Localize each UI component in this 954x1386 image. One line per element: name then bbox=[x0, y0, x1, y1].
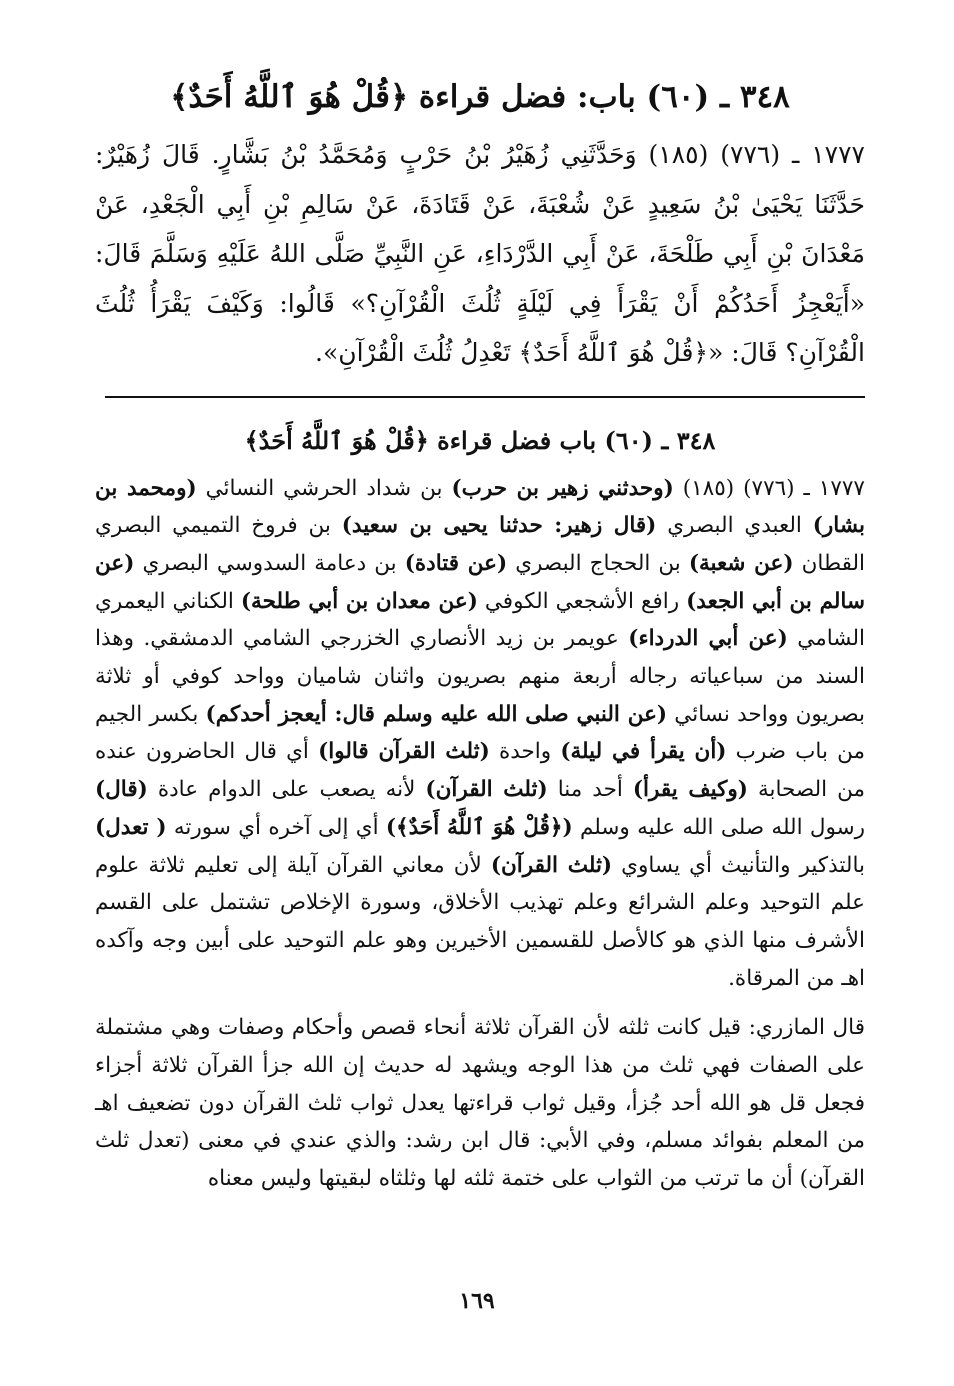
text-run: لأنه يصعب على الدوام عادة bbox=[147, 777, 426, 803]
quoted-text: (عن شعبة) bbox=[688, 550, 794, 576]
text-run: رافع الأشجعي الكوفي bbox=[477, 588, 687, 614]
quoted-text: (ومحمد بن بشار) bbox=[95, 475, 865, 539]
text-run: العبدي البصري bbox=[656, 513, 813, 539]
quoted-text: (عن قتادة) bbox=[404, 550, 508, 576]
quoted-text: (وكيف يقرأ) bbox=[632, 777, 748, 803]
commentary-paragraph-1 bbox=[95, 470, 865, 998]
text-run: بن دعامة السدوسي البصري bbox=[134, 550, 405, 576]
quoted-text: (عن أبي الدرداء) bbox=[628, 626, 788, 652]
quoted-text: (ثلث القرآن) bbox=[425, 777, 548, 803]
text-run: بالتذكير والتأنيث أي يساوي bbox=[612, 852, 865, 878]
text-run: ١٧٧٧ ـ (٧٧٦) (١٨٥) bbox=[673, 475, 865, 501]
commentary-chapter-title: ٣٤٨ ـ (٦٠) باب فضل قراءة ﴿قُلْ هُوَ ٱللَّهُ أَحَدٌ﴾ bbox=[244, 425, 716, 455]
quoted-text: (عن معدان بن أبي طلحة) bbox=[240, 588, 478, 614]
quoted-text: (ثلث القرآن قالوا) bbox=[318, 739, 490, 765]
hadith-text: ١٧٧٧ ـ (٧٧٦) (١٨٥) وَحَدَّثَنِي زُهَيْرُ بْنُ حَرْبٍ وَمُحَمَّدُ بْنُ بَشَّارٍ. قَالَ زُهَيْرٌ: حَدَّثَنَا يَحْيَىٰ بْنُ سَعِيدٍ عَنْ شُعْبَةَ، عَنْ قَتَادَةَ، عَنْ سَالِمِ بْنِ أَبِي الْجَعْدِ، عَنْ مَعْدَانَ بْنِ أَبِي طَلْحَةَ، عَنْ أَبِي الدَّرْدَاءِ، عَنِ النَّبِيِّ صَلَّى اللهُ عَلَيْهِ وَسَلَّمَ قَالَ: «أَيَعْجِزُ أَحَدُكُمْ أَنْ يَقْرَأَ فِي لَيْلَةٍ ثُلُثَ الْقُرْآنِ؟» قَالُوا: وَكَيْفَ يَقْرَأُ ثُلُثَ الْقُرْآنِ؟ قَالَ: «﴿قُلْ هُوَ ٱللَّهُ أَحَدٌ﴾ تَعْدِلُ ثُلُثَ الْقُرْآنِ». bbox=[95, 140, 865, 367]
text-run: عويمر بن زيد الأنصاري الخزرجي الشامي الدمشقي. وهذا السند من سباعياته رجاله أربعة منهم بصريون واثنان شاميان وواحد كوفي أو ثلاثة بصريون وواحد نسائي bbox=[95, 626, 866, 727]
quoted-text: (عن النبي صلى الله عليه وسلم قال: أيعجز أحدكم) bbox=[205, 701, 668, 727]
quoted-text: (﴿قُلْ هُوَ ٱللَّهُ أَحَدٌ﴾) bbox=[385, 814, 573, 840]
text-run: بكسر الجيم من باب ضرب bbox=[95, 701, 866, 765]
text-run: لأن معاني القرآن آيلة إلى تعليم ثلاثة علوم علم التوحيد وعلم الشرائع وعلم تهذيب الأخلاق، وسورة الإخلاص تشتمل على القسم الأشرف منها الذي هو كالأصل للقسمين الأخيرين وهو علم التوحيد على أبين وجه وآكده اهـ من المرقاة. bbox=[95, 852, 865, 991]
page-number: ١٦٩ bbox=[459, 1288, 495, 1314]
quoted-text: (قال) bbox=[95, 777, 148, 803]
text-run: الكناني اليعمري الشامي bbox=[95, 588, 865, 652]
text-run: بن الحجاج البصري bbox=[507, 550, 689, 576]
section-divider bbox=[105, 396, 865, 398]
text-run: رسول الله صلى الله عليه وسلم bbox=[572, 814, 866, 840]
quoted-text: (أن يقرأ في ليلة) bbox=[560, 739, 727, 765]
text-run: بن فروخ التميمي البصري القطان bbox=[95, 513, 865, 576]
page-body bbox=[95, 70, 865, 1198]
chapter-title: ٣٤٨ ـ (٦٠) باب: فضل قراءة ﴿قُلْ هُوَ ٱللَّهُ أَحَدٌ﴾ bbox=[170, 79, 790, 115]
text-run: بن شداد الحرشي النسائي bbox=[196, 475, 452, 501]
text-run: أحد منا bbox=[547, 777, 633, 803]
text-run: أي قال الحاضرون عنده من الصحابة bbox=[95, 739, 865, 803]
quoted-text: ( تعدل) bbox=[95, 814, 167, 840]
quoted-text: (وحدثني زهير بن حرب) bbox=[451, 475, 674, 501]
commentary-paragraph-2: قال المازري: قيل كانت ثلثه لأن القرآن ثلاثة أنحاء قصص وأحكام وصفات وهي مشتملة على الصفات فهي ثلث من هذا الوجه ويشهد له حديث إن الله جزأ القرآن ثلاثة أجزاء فجعل قل هو الله أحد جُزأ، وقيل ثواب قراءتها يعدل ثواب ثلث القرآن دون تضعيف اهـ من المعلم بفوائد مسلم، وفي الأبي: قال ابن رشد: والذي عندي في معنى (تعدل ثلث القرآن) أن ما ترتب من الثواب على ختمة ثلثه لها وثلثاه لبقيتها وليس معناه bbox=[95, 1015, 865, 1192]
quoted-text: (ثلث القرآن) bbox=[490, 852, 613, 878]
text-run: أي إلى آخره أي سورته bbox=[166, 814, 386, 840]
quoted-text: (قال زهير: حدثنا يحيى بن سعيد) bbox=[341, 513, 657, 539]
quoted-text: (عن سالم بن أبي الجعد) bbox=[95, 550, 865, 614]
text-run: واحدة bbox=[489, 739, 561, 765]
